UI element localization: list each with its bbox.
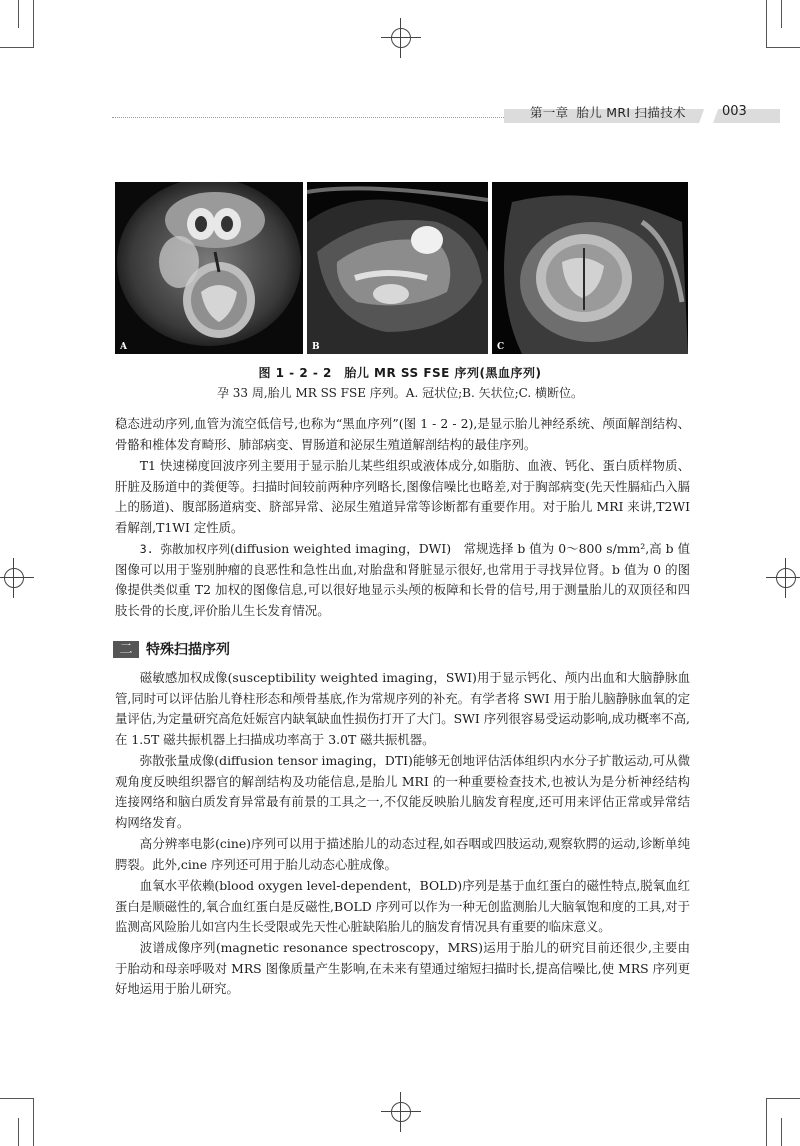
chapter-title: 胎儿 MRI 扫描技术 xyxy=(576,105,686,120)
body-paragraph: 血氧水平依赖(blood oxygen level-dependent，BOLD)序列是基于血红蛋白的磁性特点,脱氧血红蛋白是顺磁性的,氧合血红蛋白是反磁性,BOLD 序列可以作为一种无创监测胎儿大脑氧饱和度的工具,对于监测高风险胎儿如宫内生长受限或先天性心脏缺陷胎儿的脑发育情况具有重要的临床意义。 xyxy=(115,878,690,935)
mri-panel-a xyxy=(115,182,303,354)
section-title: 特殊扫描序列 xyxy=(146,642,230,658)
section-number: 二 xyxy=(113,641,139,658)
item-text: (diffusion weighted imaging，DWI) 常规选择 b 值为 0～800 s/mm²,高 b 值图像可以用于鉴别肿瘤的良恶性和急性出血,对胎盘和肾脏显示很好,也常用于寻找异位肾。b 值为 0 的图像提供类似重 T2 加权的图像信息,可以很好地显示头颅的板障和长骨的信号,用于测量胎儿的双顶径和四肢长骨的长度,评价胎儿生长发育情况。 xyxy=(115,541,690,618)
crop-mark xyxy=(766,47,800,48)
mri-panel-c xyxy=(492,182,688,354)
mri-panel-b xyxy=(307,182,488,354)
figure-caption: 孕 33 周,胎儿 MR SS FSE 序列。A. 冠状位;B. 矢状位;C. 横断位。 xyxy=(216,386,584,400)
crop-mark xyxy=(781,1118,782,1146)
body-paragraph: 磁敏感加权成像(susceptibility weighted imaging，SWI)用于显示钙化、颅内出血和大脑静脉血管,同时可以评估胎儿脊柱形态和颅骨基底,作为常规序列的补充。有学者将 SWI 用于胎儿脑静脉血氧的定量评估,为定量研究高危妊娠宫内缺氧缺血性损伤打开了大门。SWI 序列很容易受运动影响,成功概率不高,在 1.5T 磁共振机器上扫描成功率高于 3.0T 磁共振机器。 xyxy=(115,670,690,747)
figure-title: 图 1 - 2 - 2 胎儿 MR SS FSE 序列(黑血序列) xyxy=(258,366,542,380)
crop-mark xyxy=(766,0,767,48)
registration-mark-right xyxy=(766,558,800,598)
crop-mark xyxy=(781,0,782,28)
crop-mark xyxy=(18,1118,19,1146)
crop-mark xyxy=(0,1098,34,1099)
crop-mark xyxy=(18,0,19,28)
body-paragraph xyxy=(115,539,690,621)
panel-label: C xyxy=(497,342,505,352)
registration-mark-top xyxy=(381,18,421,58)
crop-mark xyxy=(33,1098,34,1146)
body-paragraph: 波谱成像序列(magnetic resonance spectroscopy，MRS)运用于胎儿的研究目前还很少,主要由于胎动和母亲呼吸对 MRS 图像质量产生影响,在未来有望通过缩短扫描时长,提高信噪比,使 MRS 序列更好地运用于胎儿研究。 xyxy=(115,940,690,997)
body-paragraph: 高分辨率电影(cine)序列可以用于描述胎儿的动态过程,如吞咽或四肢运动,观察软腭的运动,诊断单纯腭裂。此外,cine 序列还可用于胎儿动态心脏成像。 xyxy=(115,836,690,872)
crop-mark xyxy=(33,0,34,48)
panel-label: B xyxy=(312,342,320,352)
registration-mark-bottom xyxy=(381,1092,421,1132)
crop-mark xyxy=(766,1098,800,1099)
running-header xyxy=(530,103,694,121)
body-paragraph: 稳态进动序列,血管为流空低信号,也称为“黑血序列”(图 1 - 2 - 2),是显示胎儿神经系统、颅面解剖结构、骨骼和椎体发育畸形、肺部病变、胃肠道和泌尿生殖道解剖结构的最佳序列。 xyxy=(115,416,690,452)
panel-label: A xyxy=(120,342,127,352)
item-heading: 3. 弥散加权序列 xyxy=(139,542,230,556)
body-paragraph: 弥散张量成像(diffusion tensor imaging，DTI)能够无创地评估活体组织内水分子扩散运动,可从微观角度反映组织器官的解剖结构及功能信息,是胎儿 MRI 的一种重要检查技术,也被认为是分析神经结构连接网络和脑白质发育异常最有前景的工具之一,不仅能反映胎儿脑发育程度,还可用来评估正常或异常结构网络发育。 xyxy=(115,753,690,830)
crop-mark xyxy=(766,1098,767,1146)
crop-mark xyxy=(0,47,34,48)
chapter-label: 第一章 xyxy=(530,105,569,120)
body-paragraph: T1 快速梯度回波序列主要用于显示胎儿某些组织或液体成分,如脂肪、血液、钙化、蛋白质样物质、肝脏及肠道中的粪便等。扫描时间较前两种序列略长,图像信噪比也略差,对于胸部病变(先天性膈疝凸入膈上的肠道)、腹部肠道病变、脐部异常、泌尿生殖道异常等诊断都有重要作用。对于胎儿 MRI 来讲,T2WI 看解剖,T1WI 定性质。 xyxy=(115,458,690,535)
page-number: 003 xyxy=(722,104,747,119)
registration-mark-left xyxy=(0,558,34,598)
